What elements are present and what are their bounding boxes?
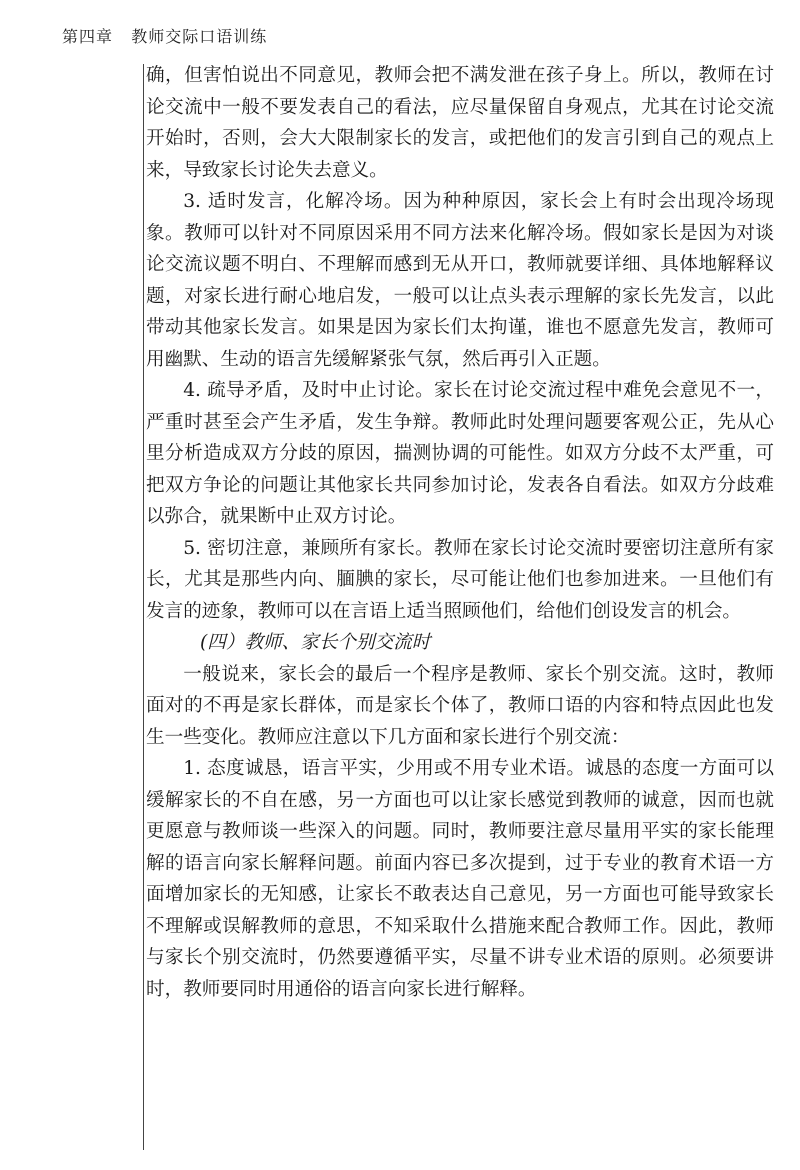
paragraph-item-4: 4. 疏导矛盾，及时中止讨论。家长在讨论交流过程中难免会意见不一，严重时甚至会产生矛盾，发生争辩。教师此时处理问题要客观公正，先从心里分析造成双方分歧的原因，揣测协调的可能性。如双方分歧不太严重，可把双方争论的问题让其他家长共同参加讨论，发表各自看法。如双方分歧难以弥合，就果断中止双方讨论。 xyxy=(146,380,774,527)
section-heading: (四）教师、家长个别交流时 xyxy=(200,632,431,653)
paragraph-item-3: 3. 适时发言，化解冷场。因为种种原因，家长会上有时会出现冷场现象。教师可以针对不同原因采用不同方法来化解冷场。假如家长是因为对谈论交流议题不明白、不理解而感到无从开口，教师就要详细、具体地解释议题，对家长进行耐心地启发，一般可以让点头表示理解的家长先发言，以此带动其他家长发言。如果是因为家长们太拘谨，谁也不愿意先发言，教师可用幽默、生动的语言先缓解紧张气氛，然后再引入正题。 xyxy=(146,191,774,370)
running-head: 第四章 教师交际口语训练 xyxy=(62,27,268,46)
paragraph-intro: 一般说来，家长会的最后一个程序是教师、家长个别交流。这时，教师面对的不再是家长群体，而是家长个体了，教师口语的内容和特点因此也发生一些变化。教师应注意以下几方面和家长进行个别交流： xyxy=(146,663,774,748)
paragraph-item-1: 1. 态度诚恳，语言平实，少用或不用专业术语。诚恳的态度一方面可以缓解家长的不自在感，另一方面也可以让家长感觉到教师的诚意，因而也就更愿意与教师谈一些深入的问题。同时，教师要注意尽量用平实的家长能理解的语言向家长解释问题。前面内容已多次提到，过于专业的教育术语一方面增加家长的无知感，让家长不敢表达自己意见，另一方面也可能导致家长不理解或误解教师的意思，不知采取什么措施来配合教师工作。因此，教师与家长个别交流时，仍然要遵循平实，尽量不讲专业术语的原则。必须要讲时，教师要同时用通俗的语言向家长进行解释。 xyxy=(146,758,774,1000)
paragraph-item-5: 5. 密切注意，兼顾所有家长。教师在家长讨论交流时要密切注意所有家长，尤其是那些内向、腼腆的家长，尽可能让他们也参加进来。一旦他们有发言的迹象，教师可以在言语上适当照顾他们，给他们创设发言的机会。 xyxy=(146,537,774,622)
paragraph-continuation: 确，但害怕说出不同意见，教师会把不满发泄在孩子身上。所以，教师在讨论交流中一般不要发表自己的看法，应尽量保留自身观点，尤其在讨论交流开始时，否则，会大大限制家长的发言，或把他们的发言引到自己的观点上来，导致家长讨论失去意义。 xyxy=(146,65,774,181)
page-body xyxy=(146,60,774,1005)
margin-rule xyxy=(143,64,144,1150)
